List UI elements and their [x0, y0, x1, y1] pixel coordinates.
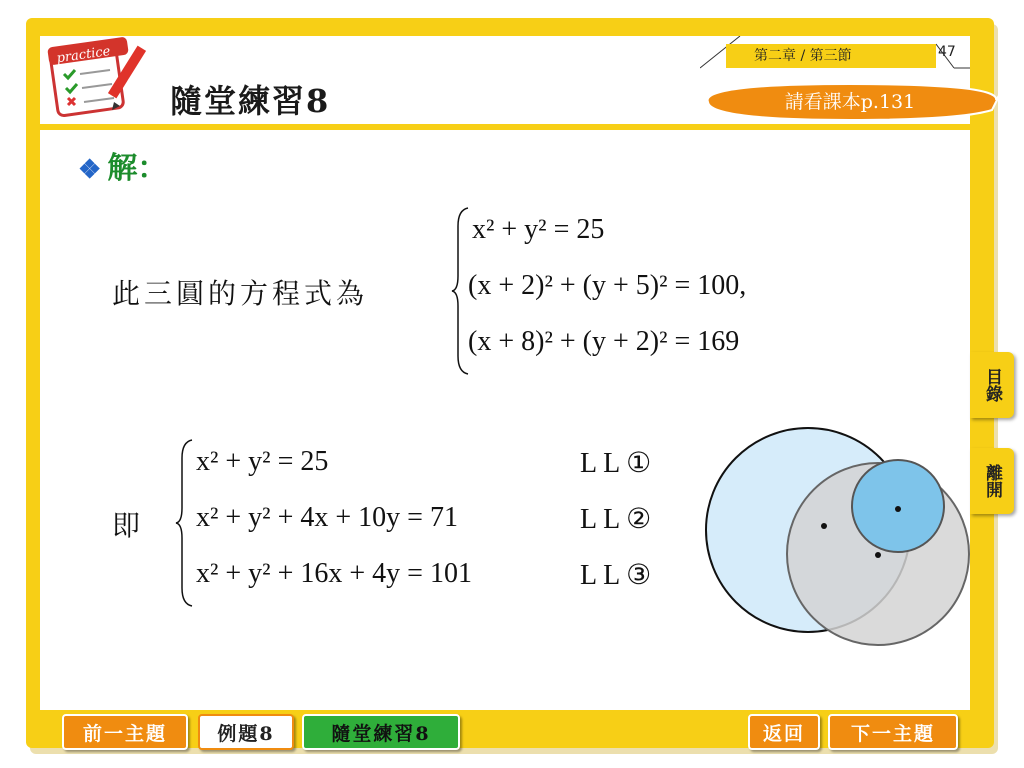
toc-label: 目錄 [982, 368, 1002, 402]
back-button[interactable]: 返回 [748, 714, 820, 750]
textbook-reference: 請看課本p.131 [784, 91, 916, 113]
practice-logo-icon [44, 36, 156, 120]
center-dot-3 [895, 506, 901, 512]
system2-marker2: L L ② [580, 504, 652, 535]
three-circles-diagram [700, 412, 980, 652]
prev-topic-button[interactable]: 前一主題 [62, 714, 188, 750]
system2-eq1: x² + y² = 25 [196, 446, 329, 477]
practice-button[interactable]: 隨堂練習8 [302, 714, 460, 750]
header-divider [40, 124, 970, 128]
intro-text: 此三圓的方程式為 [112, 277, 369, 310]
exit-label: 離開 [982, 464, 1002, 498]
system2-eq3: x² + y² + 16x + 4y = 101 [196, 558, 472, 589]
system1-eq1: x² + y² = 25 [472, 214, 605, 245]
exit-tab[interactable] [970, 448, 1014, 514]
left-brace-2 [174, 438, 196, 608]
toc-tab[interactable] [970, 352, 1014, 418]
prefix-ji: 即 [112, 509, 145, 542]
center-dot-1 [821, 523, 827, 529]
example-button[interactable]: 例題8 [198, 714, 294, 750]
system1-eq3: (x + 8)² + (y + 2)² = 169 [468, 326, 740, 357]
center-dot-2 [875, 552, 881, 558]
system2-marker3: L L ③ [580, 560, 652, 591]
system1-eq2: (x + 2)² + (y + 5)² = 100, [468, 270, 747, 301]
logo-text: practice [55, 43, 112, 67]
chapter-label: 第二章 / 第三節 [726, 44, 936, 68]
solution-text: 解： [107, 151, 168, 186]
diamond-bullet-icon: ❖ [78, 155, 102, 185]
page-number: 47 [938, 44, 956, 60]
page-title: 隨堂練習8 [170, 82, 331, 120]
system2-eq2: x² + y² + 4x + 10y = 71 [196, 502, 458, 533]
solution-label [78, 143, 167, 187]
next-topic-button[interactable]: 下一主題 [828, 714, 958, 750]
system2-marker1: L L ① [580, 448, 652, 479]
